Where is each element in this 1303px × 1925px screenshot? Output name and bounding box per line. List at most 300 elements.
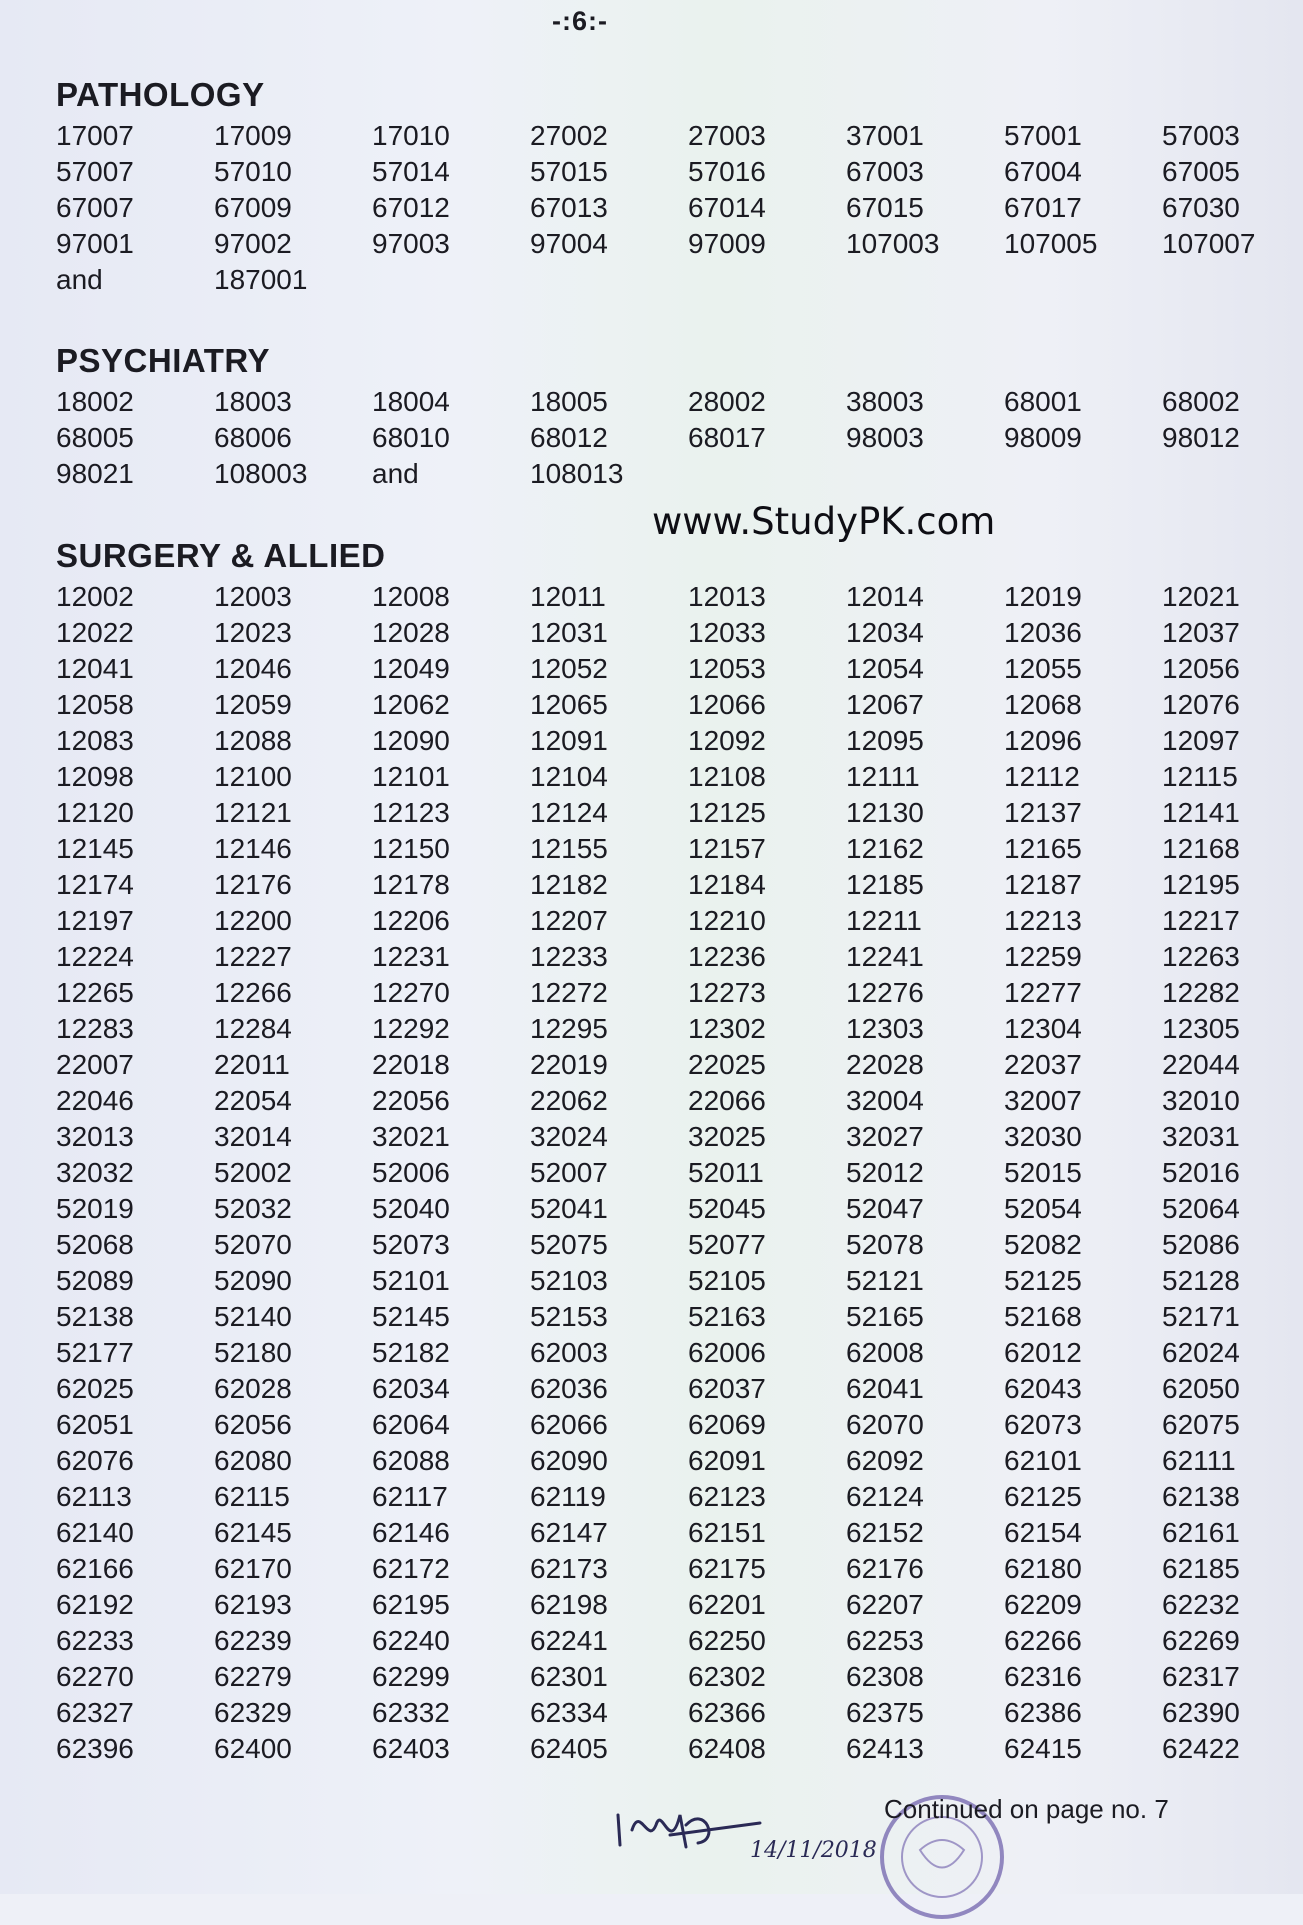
roll-number: 12284 [214,1013,292,1044]
roll-number: 52073 [372,1229,450,1260]
roll-number: 67003 [846,156,924,187]
roll-number: 12065 [530,689,608,720]
roll-number: 62140 [56,1517,134,1548]
roll-number: 68010 [372,422,450,453]
roll-number: 52168 [1004,1301,1082,1332]
roll-number: 12076 [1162,689,1240,720]
roll-number: 98012 [1162,422,1240,453]
roll-number: 107003 [846,228,940,259]
roll-number: 62180 [1004,1553,1082,1584]
roll-number: 22044 [1162,1049,1240,1080]
roll-number: 52090 [214,1265,292,1296]
roll-number: 12031 [530,617,608,648]
roll-number: 32024 [530,1121,608,1152]
code-grid [56,384,1266,492]
roll-number: 67012 [372,192,450,223]
roll-number: 62207 [846,1589,924,1620]
roll-number: 12241 [846,941,924,972]
roll-number: 12052 [530,653,608,684]
roll-number: 12270 [372,977,450,1008]
roll-number: 62070 [846,1409,924,1440]
roll-number: 62176 [846,1553,924,1584]
roll-number: 12002 [56,581,134,612]
roll-number: 12036 [1004,617,1082,648]
roll-number: 22062 [530,1085,608,1116]
roll-number: 12178 [372,869,450,900]
roll-number: 12058 [56,689,134,720]
roll-number: 62253 [846,1625,924,1656]
roll-number: 62403 [372,1733,450,1764]
roll-number: 12014 [846,581,924,612]
section-psychiatry [56,338,1266,492]
roll-number: 22028 [846,1049,924,1080]
roll-number: 62173 [530,1553,608,1584]
roll-number: 52103 [530,1265,608,1296]
roll-number: 62154 [1004,1517,1082,1548]
roll-number: 12211 [846,905,922,936]
roll-number: 52105 [688,1265,766,1296]
roll-number: 67030 [1162,192,1240,223]
roll-number: 108013 [530,458,624,489]
svg-text:14/11/2018: 14/11/2018 [750,1838,877,1863]
roll-number: 12157 [688,833,766,864]
roll-number: 62012 [1004,1337,1082,1368]
roll-number: 12165 [1004,833,1082,864]
roll-number: 32032 [56,1157,134,1188]
roll-number: 62113 [56,1481,132,1512]
roll-number: 38003 [846,386,924,417]
roll-number: 57007 [56,156,134,187]
roll-number: 12272 [530,977,608,1008]
roll-number: 12090 [372,725,450,756]
roll-number: 12055 [1004,653,1082,684]
roll-number: 32031 [1162,1121,1240,1152]
roll-number: 62302 [688,1661,766,1692]
roll-number: 22046 [56,1085,134,1116]
roll-number: 62334 [530,1697,608,1728]
roll-number: 62145 [214,1517,292,1548]
roll-number: 12022 [56,617,134,648]
roll-number: 62192 [56,1589,134,1620]
roll-number: 62006 [688,1337,766,1368]
roll-number: 62327 [56,1697,134,1728]
roll-number: 52171 [1162,1301,1240,1332]
roll-number: 52032 [214,1193,292,1224]
roll-number: 62066 [530,1409,608,1440]
roll-number: 52054 [1004,1193,1082,1224]
roll-number: 67009 [214,192,292,223]
roll-number: 12227 [214,941,292,972]
roll-number: 12023 [214,617,292,648]
roll-number: 12292 [372,1013,450,1044]
roll-number: 12277 [1004,977,1082,1008]
roll-number: 12104 [530,761,608,792]
conjunction-text: and [372,458,419,489]
roll-number: 62270 [56,1661,134,1692]
roll-number: 62034 [372,1373,450,1404]
roll-number: 27003 [688,120,766,151]
roll-number: 68001 [1004,386,1082,417]
roll-number: 52019 [56,1193,134,1224]
roll-number: 12097 [1162,725,1240,756]
roll-number: 12185 [846,869,924,900]
roll-number: 62308 [846,1661,924,1692]
roll-number: 52165 [846,1301,924,1332]
roll-number: 97009 [688,228,766,259]
roll-number: 32013 [56,1121,134,1152]
roll-number: 107005 [1004,228,1098,259]
roll-number: 62233 [56,1625,134,1656]
section-title: PATHOLOGY [56,76,265,113]
roll-number: 52121 [846,1265,924,1296]
roll-number: 12162 [846,833,924,864]
roll-number: 12011 [530,581,606,612]
roll-number: 12034 [846,617,924,648]
roll-number: 62050 [1162,1373,1240,1404]
roll-number: 12265 [56,977,134,1008]
roll-number: 12295 [530,1013,608,1044]
continued-note: Continued on page no. 7 [884,1794,1169,1824]
section-title: PSYCHIATRY [56,342,271,379]
roll-number: 12155 [530,833,608,864]
roll-number: 52068 [56,1229,134,1260]
roll-number: 52015 [1004,1157,1082,1188]
roll-number: 67015 [846,192,924,223]
roll-number: 62386 [1004,1697,1082,1728]
roll-number: 12096 [1004,725,1082,756]
roll-number: 32004 [846,1085,924,1116]
roll-number: 22007 [56,1049,134,1080]
roll-number: 107007 [1162,228,1256,259]
roll-number: 52101 [372,1265,450,1296]
roll-number: 52078 [846,1229,924,1260]
roll-number: 12283 [56,1013,134,1044]
roll-number: 62317 [1162,1661,1240,1692]
roll-number: 62166 [56,1553,134,1584]
roll-number: 62405 [530,1733,608,1764]
roll-number: 12046 [214,653,292,684]
roll-number: 62375 [846,1697,924,1728]
roll-number: 62125 [1004,1481,1082,1512]
roll-number: 12174 [56,869,134,900]
roll-number: 12182 [530,869,608,900]
roll-number: 68012 [530,422,608,453]
roll-number: 12197 [56,905,134,936]
roll-number: 62043 [1004,1373,1082,1404]
roll-number: 18005 [530,386,608,417]
roll-number: 12141 [1162,797,1240,828]
roll-number: 12062 [372,689,450,720]
roll-number: 108003 [214,458,308,489]
roll-number: 52040 [372,1193,450,1224]
roll-number: 12304 [1004,1013,1082,1044]
roll-number: 62422 [1162,1733,1240,1764]
roll-number: 18004 [372,386,450,417]
roll-number: 12013 [688,581,766,612]
roll-number: 12121 [214,797,292,828]
roll-number: 67007 [56,192,134,223]
roll-number: 12068 [1004,689,1082,720]
roll-number: 62201 [688,1589,766,1620]
roll-number: 12207 [530,905,608,936]
roll-number: 12100 [214,761,292,792]
roll-number: 62279 [214,1661,292,1692]
roll-number: 62088 [372,1445,450,1476]
roll-number: 62185 [1162,1553,1240,1584]
roll-number: 12224 [56,941,134,972]
roll-number: 62152 [846,1517,924,1548]
roll-number: 62329 [214,1697,292,1728]
roll-number: 12067 [846,689,924,720]
roll-number: 52089 [56,1265,134,1296]
roll-number: 18002 [56,386,134,417]
roll-number: 12302 [688,1013,766,1044]
roll-number: 12266 [214,977,292,1008]
roll-number: 52075 [530,1229,608,1260]
roll-number: 62124 [846,1481,924,1512]
roll-number: 12176 [214,869,292,900]
roll-number: 17010 [372,120,450,151]
roll-number: 12236 [688,941,766,972]
roll-number: 52012 [846,1157,924,1188]
roll-number: 62332 [372,1697,450,1728]
roll-number: 12091 [530,725,608,756]
roll-number: 62269 [1162,1625,1240,1656]
roll-number: 52180 [214,1337,292,1368]
roll-number: 68006 [214,422,292,453]
roll-number: 62073 [1004,1409,1082,1440]
roll-number: 12125 [688,797,766,828]
roll-number: 12231 [372,941,450,972]
roll-number: 52047 [846,1193,924,1224]
roll-number: 22018 [372,1049,450,1080]
roll-number: 62069 [688,1409,766,1440]
roll-number: 52006 [372,1157,450,1188]
roll-number: 68005 [56,422,134,453]
roll-number: 12187 [1004,869,1082,900]
roll-number: 52064 [1162,1193,1240,1224]
roll-number: 18003 [214,386,292,417]
roll-number: 97002 [214,228,292,259]
roll-number: 62041 [846,1373,924,1404]
roll-number: 57001 [1004,120,1082,151]
roll-number: 62091 [688,1445,766,1476]
roll-number: 52016 [1162,1157,1240,1188]
roll-number: 12111 [846,761,920,792]
roll-number: 12124 [530,797,608,828]
roll-number: 62250 [688,1625,766,1656]
roll-number: 12259 [1004,941,1082,972]
code-grid [56,579,1266,1767]
conjunction-text: and [56,264,103,295]
roll-number: 62115 [214,1481,290,1512]
roll-number: 52070 [214,1229,292,1260]
roll-number: 62101 [1004,1445,1082,1476]
roll-number: 62240 [372,1625,450,1656]
roll-number: 52007 [530,1157,608,1188]
roll-number: 22019 [530,1049,608,1080]
roll-number: 12049 [372,653,450,684]
roll-number: 52045 [688,1193,766,1224]
roll-number: 68017 [688,422,766,453]
roll-number: 52138 [56,1301,134,1332]
roll-number: 12145 [56,833,134,864]
watermark-text: www.StudyPK.com [652,500,996,543]
roll-number: 67005 [1162,156,1240,187]
page-number: -:6:- [552,6,608,36]
roll-number: 12168 [1162,833,1240,864]
roll-number: 32007 [1004,1085,1082,1116]
roll-number: 12008 [372,581,450,612]
roll-number: 62008 [846,1337,924,1368]
roll-number: 12123 [372,797,450,828]
roll-number: 52041 [530,1193,608,1224]
roll-number: 62390 [1162,1697,1240,1728]
roll-number: 67013 [530,192,608,223]
roll-number: 12054 [846,653,924,684]
roll-number: 12041 [56,653,134,684]
roll-number: 12033 [688,617,766,648]
roll-number: 32025 [688,1121,766,1152]
roll-number: 67014 [688,192,766,223]
roll-number: 62147 [530,1517,608,1548]
roll-number: 62146 [372,1517,450,1548]
roll-number: 57010 [214,156,292,187]
roll-number: 52011 [688,1157,764,1188]
roll-number: 12059 [214,689,292,720]
roll-number: 62170 [214,1553,292,1584]
roll-number: 12195 [1162,869,1240,900]
roll-number: 62366 [688,1697,766,1728]
roll-number: 57015 [530,156,608,187]
roll-number: 187001 [214,264,308,295]
roll-number: 62198 [530,1589,608,1620]
roll-number: 62123 [688,1481,766,1512]
roll-number: 52002 [214,1157,292,1188]
roll-number: 12263 [1162,941,1240,972]
roll-number: 52145 [372,1301,450,1332]
roll-number: 52082 [1004,1229,1082,1260]
roll-number: 62175 [688,1553,766,1584]
roll-number: 62408 [688,1733,766,1764]
roll-number: 32021 [372,1121,450,1152]
roll-number: 62195 [372,1589,450,1620]
roll-number: 62299 [372,1661,450,1692]
code-grid [56,118,1266,298]
roll-number: 27002 [530,120,608,151]
roll-number: 97004 [530,228,608,259]
roll-number: 62036 [530,1373,608,1404]
roll-number: 32030 [1004,1121,1082,1152]
roll-number: 12130 [846,797,924,828]
roll-number: 98021 [56,458,134,489]
roll-number: 62051 [56,1409,134,1440]
roll-number: 62076 [56,1445,134,1476]
roll-number: 17007 [56,120,134,151]
roll-number: 12088 [214,725,292,756]
roll-number: 12184 [688,869,766,900]
roll-number: 62232 [1162,1589,1240,1620]
roll-number: 98009 [1004,422,1082,453]
roll-number: 12095 [846,725,924,756]
roll-number: 62209 [1004,1589,1082,1620]
roll-number: 12056 [1162,653,1240,684]
roll-number: 28002 [688,386,766,417]
section-surgery-allied [56,533,1266,1767]
roll-number: 12217 [1162,905,1240,936]
roll-number: 52153 [530,1301,608,1332]
roll-number: 62161 [1162,1517,1240,1548]
roll-number: 22066 [688,1085,766,1116]
roll-number: 12276 [846,977,924,1008]
roll-number: 62092 [846,1445,924,1476]
roll-number: 12210 [688,905,766,936]
roll-number: 52125 [1004,1265,1082,1296]
roll-number: 12137 [1004,797,1082,828]
roll-number: 12233 [530,941,608,972]
roll-number: 32027 [846,1121,924,1152]
handwritten-signature [610,1785,880,1875]
roll-number: 12303 [846,1013,924,1044]
roll-number: 12146 [214,833,292,864]
roll-number: 62003 [530,1337,608,1368]
roll-number: 62138 [1162,1481,1240,1512]
roll-number: 12206 [372,905,450,936]
roll-number: 12066 [688,689,766,720]
roll-number: 68002 [1162,386,1240,417]
roll-number: 62064 [372,1409,450,1440]
roll-number: 62316 [1004,1661,1082,1692]
roll-number: 12028 [372,617,450,648]
roll-number: 62090 [530,1445,608,1476]
roll-number: 12273 [688,977,766,1008]
roll-number: 62117 [372,1481,448,1512]
roll-number: 12213 [1004,905,1082,936]
roll-number: 22056 [372,1085,450,1116]
roll-number: 57014 [372,156,450,187]
roll-number: 62151 [688,1517,766,1548]
roll-number: 12112 [1004,761,1080,792]
roll-number: 12115 [1162,761,1238,792]
roll-number: 62028 [214,1373,292,1404]
section-pathology [56,72,1266,298]
roll-number: 57003 [1162,120,1240,151]
roll-number: 12037 [1162,617,1240,648]
roll-number: 62193 [214,1589,292,1620]
roll-number: 12282 [1162,977,1240,1008]
roll-number: 22011 [214,1049,290,1080]
roll-number: 52128 [1162,1265,1240,1296]
roll-number: 52077 [688,1229,766,1260]
roll-number: 12101 [372,761,450,792]
roll-number: 12019 [1004,581,1082,612]
roll-number: 52177 [56,1337,134,1368]
roll-number: 52086 [1162,1229,1240,1260]
roll-number: 22054 [214,1085,292,1116]
roll-number: 12098 [56,761,134,792]
roll-number: 12150 [372,833,450,864]
roll-number: 12003 [214,581,292,612]
roll-number: 17009 [214,120,292,151]
roll-number: 62266 [1004,1625,1082,1656]
roll-number: 62400 [214,1733,292,1764]
roll-number: 52182 [372,1337,450,1368]
roll-number: 62241 [530,1625,608,1656]
roll-number: 62119 [530,1481,606,1512]
roll-number: 12053 [688,653,766,684]
roll-number: 97001 [56,228,134,259]
roll-number: 62413 [846,1733,924,1764]
